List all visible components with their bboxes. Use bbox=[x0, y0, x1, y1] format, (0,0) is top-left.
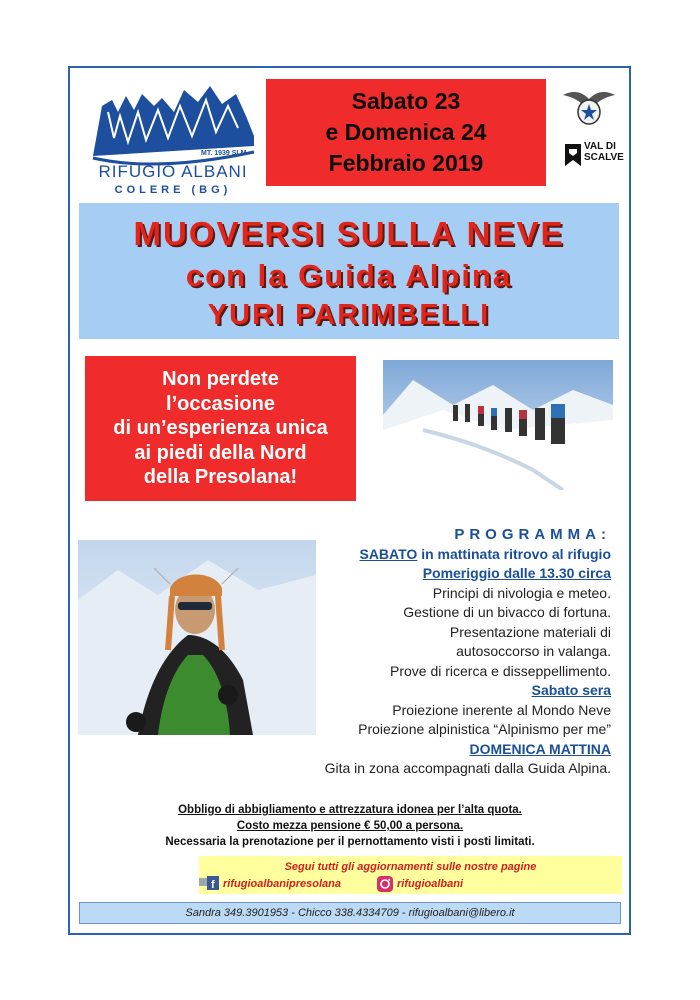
title-line-3: YURI PARIMBELLI bbox=[207, 299, 491, 331]
logo-altitude: MT. 1939 SLM bbox=[201, 150, 247, 157]
facebook-link[interactable]: rifugioalbanipresolana bbox=[223, 878, 341, 890]
program-afternoon: Pomeriggio dalle 13.30 circa bbox=[422, 565, 611, 581]
title-box bbox=[79, 203, 619, 339]
val-di-scalve-label: VAL DI SCALVE bbox=[584, 141, 624, 163]
promo-line: ai piedi della Nord bbox=[134, 441, 307, 464]
note-booking: Necessaria la prenotazione per il pernottamento visti i posti limitati. bbox=[165, 836, 535, 848]
program-item: Principi di nivologia e meteo. bbox=[432, 584, 611, 601]
date-line-3: Febbraio 2019 bbox=[328, 150, 484, 176]
social-box bbox=[199, 856, 622, 894]
social-heading: Segui tutti gli aggiornamenti sulle nostre pagine bbox=[284, 861, 537, 873]
svg-text:f: f bbox=[211, 879, 215, 891]
promo-line: l’occasione bbox=[166, 392, 275, 415]
program-item: Gestione di un bivacco di fortuna. bbox=[403, 604, 611, 620]
promo-line: della Presolana! bbox=[143, 466, 298, 489]
program-section bbox=[320, 525, 611, 779]
instagram-icon[interactable] bbox=[377, 876, 393, 892]
date-line-1: Sabato 23 bbox=[351, 88, 461, 114]
promo-box bbox=[85, 356, 356, 501]
program-saturday bbox=[320, 545, 611, 565]
logo-name: RIFUGIO ALBANI bbox=[98, 162, 248, 181]
title-line-2: con la Guida Alpina bbox=[185, 258, 513, 293]
note-price: Costo mezza pensione € 50,00 a persona. bbox=[236, 820, 464, 832]
program-item: Proiezione alpinistica “Alpinismo per me” bbox=[358, 721, 611, 737]
program-item: Presentazione materiali di bbox=[449, 623, 611, 640]
facebook-icon[interactable] bbox=[199, 876, 219, 892]
contacts-bar: Sandra 349.3901953 - Chicco 338.4334709 - rifugioalbani@libero.it bbox=[79, 902, 621, 924]
promo-line: Non perdete bbox=[162, 368, 279, 391]
program-heading: PROGRAMMA: bbox=[454, 526, 611, 543]
saturday-text: in mattinata ritrovo al rifugio bbox=[417, 545, 611, 562]
date-box bbox=[266, 79, 546, 186]
notes-section bbox=[76, 802, 624, 850]
program-item: autosoccorso in valanga. bbox=[456, 643, 611, 659]
logo-location: COLERE (BG) bbox=[114, 184, 232, 196]
instagram-link[interactable]: rifugioalbani bbox=[397, 878, 463, 890]
program-evening: Sabato sera bbox=[531, 682, 611, 698]
program-item: Prove di ricerca e disseppellimento. bbox=[390, 662, 611, 679]
cai-emblem-icon bbox=[561, 85, 617, 130]
program-sunday: DOMENICA MATTINA bbox=[469, 740, 611, 757]
snowshoe-group-photo bbox=[383, 360, 613, 490]
program-item: Gita in zona accompagnati dalla Guida Alpina. bbox=[324, 760, 611, 776]
program-item: Proiezione inerente al Mondo Neve bbox=[392, 701, 611, 718]
saturday-label: SABATO bbox=[359, 545, 418, 562]
date-line-2: e Domenica 24 bbox=[325, 119, 487, 145]
note-equipment: Obbligo di abbigliamento e attrezzatura idonea per l’alta quota. bbox=[178, 804, 522, 816]
mountain-guide-portrait-photo bbox=[78, 540, 316, 735]
title-line-1: MUOVERSI SULLA NEVE bbox=[133, 215, 565, 252]
promo-line: di un’esperienza unica bbox=[113, 417, 328, 440]
